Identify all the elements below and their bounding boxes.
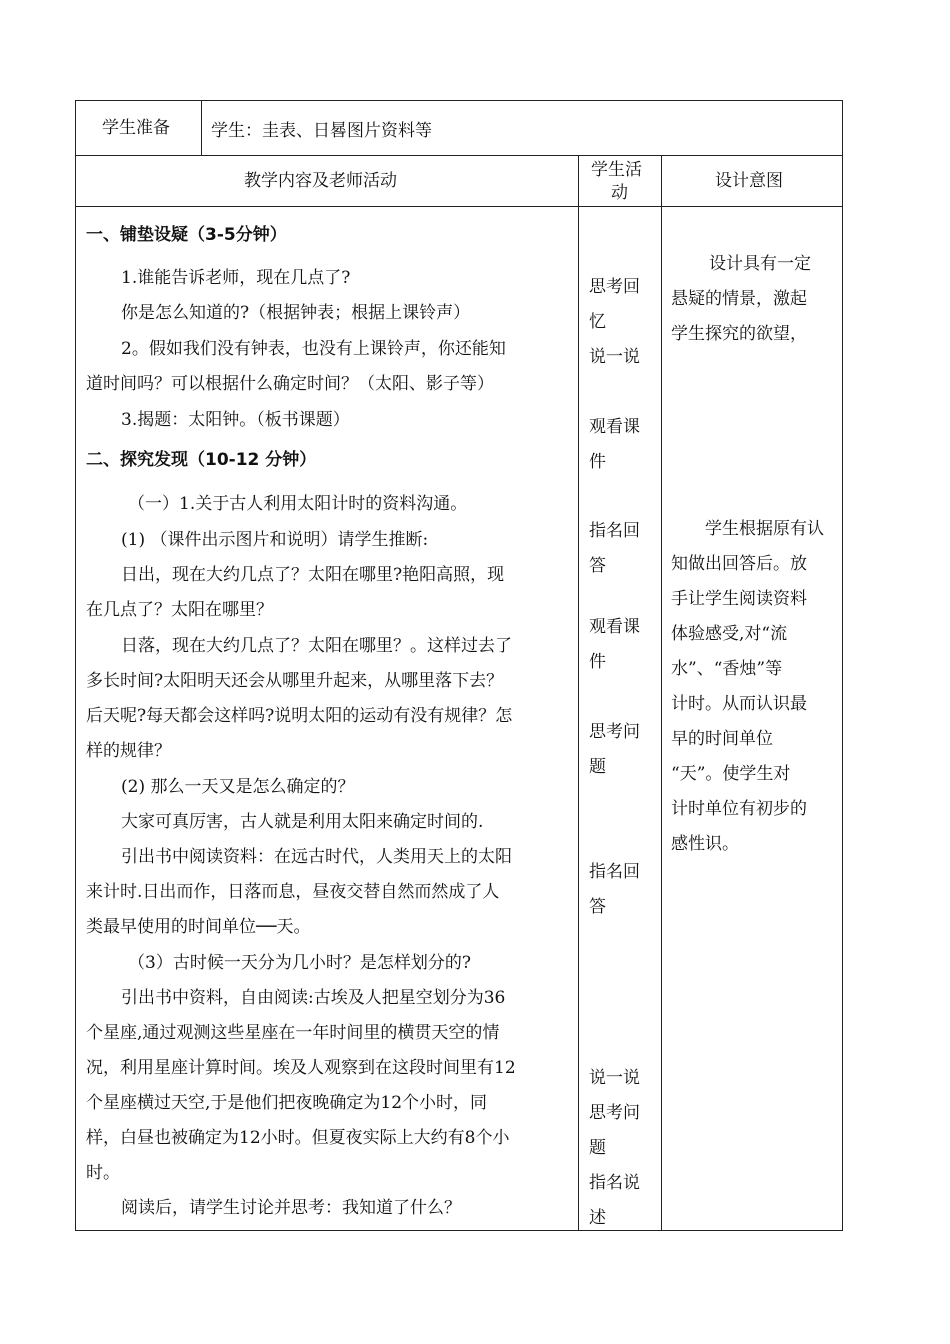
table-border-top (75, 100, 843, 101)
student-activity-line: 题 (589, 1138, 606, 1158)
design-intent-line: 体验感受,对“流 (671, 624, 788, 644)
design-intent-line: 知做出回答后。放 (671, 554, 807, 574)
design-intent-line: 计时单位有初步的 (671, 799, 807, 819)
section-title-1: 一、铺垫设疑（3-5分钟） (86, 225, 287, 245)
design-intent-line: 水”、“香烛”等 (671, 659, 783, 679)
student-activity-line: 件 (589, 452, 606, 472)
content-line: 2。假如我们没有钟表，也没有上课铃声，你还能知 (121, 339, 506, 359)
student-activity-line: 观看课 (589, 617, 640, 637)
content-line: 你是怎么知道的?（根据钟表；根据上课铃声） (121, 303, 471, 323)
content-line: 类最早使用的时间单位──天。 (86, 917, 311, 937)
header-student-line2: 动 (611, 183, 628, 203)
content-line: 后天呢?每天都会这样吗?说明太阳的运动有没有规律？怎 (86, 706, 513, 726)
student-activity-line: 说一说 (589, 1068, 640, 1088)
content-line: 在几点了？太阳在哪里？ (86, 600, 273, 620)
design-intent-line: “天”。使学生对 (671, 764, 791, 784)
header-content: 教学内容及老师活动 (244, 171, 397, 191)
content-line: 引出书中资料，自由阅读:古埃及人把星空划分为36 (121, 988, 506, 1008)
prep-column-divider (201, 100, 202, 156)
content-column-divider (578, 155, 579, 1231)
design-intent-line: 感性识。 (671, 834, 739, 854)
student-activity-line: 思考问 (589, 722, 640, 742)
table-border-right (842, 100, 843, 1231)
student-activity-line: 答 (589, 556, 606, 576)
table-border-bottom (75, 1230, 843, 1231)
student-activity-line: 件 (589, 652, 606, 672)
student-activity-line: 指名说 (589, 1173, 640, 1193)
content-line: 况，利用星座计算时间。埃及人观察到在这段时间里有12 (86, 1058, 516, 1078)
content-line: 3.揭题：太阳钟。（板书课题） (121, 410, 350, 430)
prep-value: 学生：圭表、日晷图片资料等 (211, 121, 432, 141)
design-intent-line: 手让学生阅读资料 (671, 589, 807, 609)
content-line: 引出书中阅读资料：在远古时代，人类用天上的太阳 (121, 847, 512, 867)
design-intent-line: 早的时间单位 (671, 729, 773, 749)
design-intent-line: 设计具有一定 (709, 254, 811, 274)
content-line: 个星座横过天空,于是他们把夜晚确定为12个小时，同 (86, 1093, 488, 1113)
content-line: （一）1.关于古人利用太阳计时的资料沟通。 (128, 494, 468, 514)
student-activity-line: 说一说 (589, 347, 640, 367)
content-line: 日出，现在大约几点了？太阳在哪里?艳阳高照，现 (121, 565, 505, 585)
prep-label: 学生准备 (102, 118, 170, 138)
content-line: (2) 那么一天又是怎么确定的？ (121, 777, 355, 797)
student-activity-line: 观看课 (589, 417, 640, 437)
header-design: 设计意图 (715, 171, 783, 191)
content-line: 来计时.日出而作，日落而息，昼夜交替自然而然成了人 (86, 882, 500, 902)
content-line: 时。 (86, 1163, 120, 1183)
header-student-line1: 学生活 (591, 160, 642, 180)
student-activity-line: 思考问 (589, 1103, 640, 1123)
design-intent-line: 计时。从而认识最 (671, 694, 807, 714)
student-activity-line: 忆 (589, 312, 606, 332)
content-line: 道时间吗？可以根据什么确定时间？（太阳、影子等） (86, 374, 494, 394)
content-line: 大家可真厉害，古人就是利用太阳来确定时间的. (121, 812, 484, 832)
design-intent-line: 学生根据原有认 (705, 519, 824, 539)
content-line: 1.谁能告诉老师，现在几点了? (121, 268, 351, 288)
content-line: 样的规律？ (86, 741, 171, 761)
table-header-divider (75, 206, 843, 207)
content-line: 多长时间?太阳明天还会从哪里升起来，从哪里落下去？ (86, 671, 504, 691)
table-border-left (75, 100, 76, 1231)
content-line: 个星座,通过观测这些星座在一年时间里的横贯天空的情 (86, 1023, 500, 1043)
table-row-divider (75, 155, 843, 156)
content-line: (1) （课件出示图片和说明）请学生推断: (121, 530, 429, 550)
content-line: 阅读后，请学生讨论并思考：我知道了什么？ (121, 1198, 461, 1218)
student-activity-line: 答 (589, 897, 606, 917)
student-activity-line: 思考回 (589, 277, 640, 297)
student-activity-line: 述 (589, 1208, 606, 1228)
design-intent-line: 悬疑的情景，激起 (671, 289, 807, 309)
design-column-divider (661, 155, 662, 1231)
content-line: 日落，现在大约几点了？太阳在哪里？。这样过去了 (121, 636, 512, 656)
content-line: 样，白昼也被确定为12小时。但夏夜实际上大约有8个小 (86, 1128, 510, 1148)
student-activity-line: 题 (589, 757, 606, 777)
student-activity-line: 指名回 (589, 862, 640, 882)
design-intent-line: 学生探究的欲望， (671, 324, 807, 344)
content-line: （3）古时候一天分为几小时？是怎样划分的? (128, 953, 471, 973)
section-title-2: 二、探究发现（10-12 分钟） (86, 450, 317, 470)
student-activity-line: 指名回 (589, 521, 640, 541)
